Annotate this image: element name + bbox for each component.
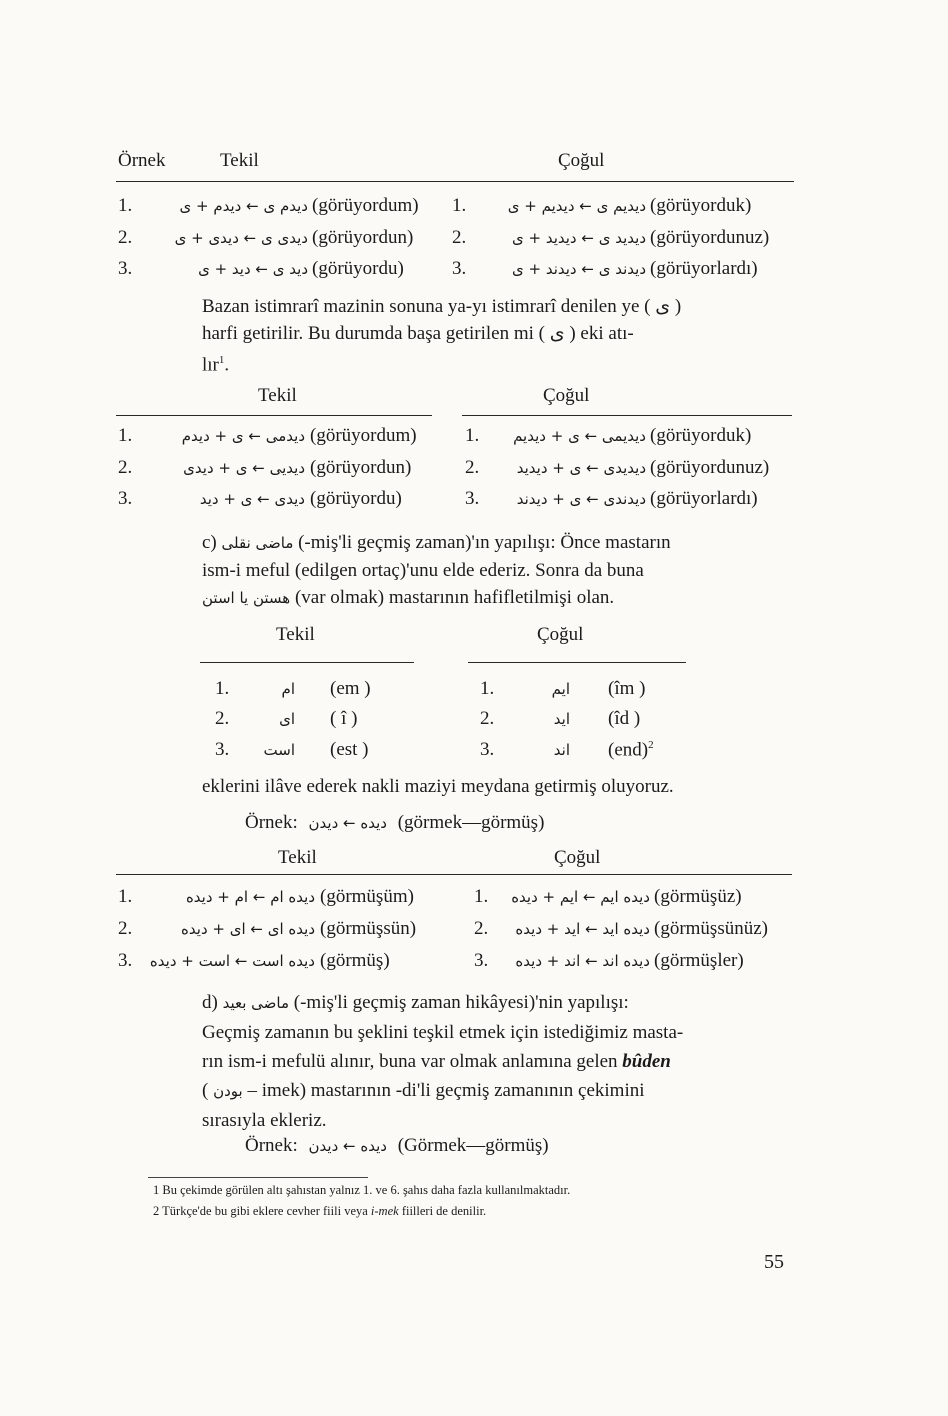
header-cogul: Çoğul	[537, 624, 584, 645]
row-number: 1.	[215, 678, 230, 699]
turkish-gloss: (görmüşsün)	[320, 918, 417, 939]
page-number: 55	[764, 1251, 784, 1273]
turkish-gloss: (görüyorduk)	[650, 195, 752, 216]
row-number: 1.	[465, 425, 480, 446]
header-tekil: Tekil	[278, 847, 317, 868]
suffix-arabic: اید	[553, 710, 570, 728]
text-line: هستن یا استن (var olmak) mastarının hafifletilmişi olan.	[202, 584, 671, 612]
turkish-gloss: (görüyorlardı)	[650, 258, 758, 279]
text-line: eklerini ilâve ederek nakli maziyi meydana getirmiş oluyoruz.	[202, 776, 674, 797]
row-number: 1.	[474, 886, 489, 907]
arabic-conjugation: دیدیم ی ← دیدیم + ی	[507, 197, 646, 215]
arabic-example: دیده ← دیدن	[308, 814, 387, 832]
arabic-term: هستن یا استن	[202, 589, 291, 607]
text-line: Bazan istimrarî mazinin sonuna ya-yı istimrarî denilen ye ( ی )	[202, 296, 682, 317]
arabic-conjugation: دیدندی ← ی + دیدند	[516, 490, 646, 508]
text-line: lır$^1$.	[202, 354, 230, 376]
suffix-arabic: ای	[279, 710, 295, 728]
text-line: sırasıyla ekleriz.	[202, 1110, 327, 1131]
header-cogul: Çoğul	[558, 150, 605, 171]
row-number: 2.	[465, 457, 480, 478]
divider	[200, 662, 414, 663]
header-cogul: Çoğul	[543, 385, 590, 406]
footnote-2: 2 Türkçe'de bu gibi eklere cevher fiili veya i-mek fiilleri de denilir.	[153, 1204, 487, 1218]
turkish-gloss: (görüyordum)	[312, 195, 419, 216]
row-number: 1.	[118, 886, 133, 907]
divider	[116, 874, 792, 875]
arabic-conjugation: دیدم ی ← دیدم + ی	[179, 197, 308, 215]
turkish-gloss: (görmüşüm)	[320, 886, 414, 907]
row-number: 3.	[215, 739, 230, 760]
arabic-conjugation: دیدیمی ← ی + دیدیم	[513, 427, 646, 445]
italic-term: bûden	[622, 1051, 671, 1072]
turkish-gloss: (görüyorlardı)	[650, 488, 758, 509]
row-number: 3.	[480, 739, 495, 760]
text-line: d) ماضی بعید (-miş'li geçmiş zaman hikâyesi)'nin yapılışı:	[202, 988, 683, 1018]
turkish-gloss: (görüyordu)	[312, 258, 404, 279]
arabic-example: دیده ← دیدن	[308, 1137, 387, 1155]
text-line: harfi getirilir. Bu durumda başa getirilen mi ( ی ) eki atı-	[202, 323, 634, 344]
turkish-gloss: (görüyordum)	[310, 425, 417, 446]
turkish-gloss: (görmüş)	[320, 950, 390, 971]
footnote-ref: 2	[648, 739, 654, 751]
arabic-conjugation: دیدمی ← ی + دیدم	[181, 427, 305, 445]
row-number: 1.	[480, 678, 495, 699]
suffix-arabic: اند	[553, 741, 570, 759]
turkish-gloss: (görüyorduk)	[650, 425, 752, 446]
turkish-gloss: (görüyordun)	[312, 227, 414, 248]
example-line	[245, 812, 544, 834]
row-number: 3.	[474, 950, 489, 971]
row-number: 3.	[452, 258, 467, 279]
suffix-reading: (îd )	[608, 708, 641, 729]
example-label: Örnek:	[245, 812, 298, 833]
divider	[116, 181, 794, 182]
suffix-arabic: ام	[281, 680, 295, 698]
text-line: rın ism-i mefulü alınır, buna var olmak anlamına gelen bûden	[202, 1051, 671, 1072]
example-label: Örnek:	[245, 1135, 298, 1156]
arabic-conjugation: دیده اند ← اند + دیده	[515, 952, 650, 970]
text-line: Geçmiş zamanın bu şeklini teşkil etmek için istediğimiz masta-	[202, 1022, 684, 1043]
arabic-conjugation: دیده ام ← ام + دیده	[185, 888, 315, 906]
arabic-conjugation: دیدیدی ← ی + دیدید	[516, 459, 646, 477]
text-line: ( بودن – imek) mastarının -di'li geçmiş zamanının çekimini	[202, 1076, 683, 1106]
arabic-conjugation: دیدیی ← ی + دیدی	[183, 459, 305, 477]
divider	[462, 415, 792, 416]
text-line: c) ماضی نقلی (-miş'li geçmiş zaman)'ın yapılışı: Önce mastarın	[202, 529, 671, 557]
header-cogul: Çoğul	[554, 847, 601, 868]
arabic-conjugation: دیدی ← ی + دید	[199, 490, 305, 508]
row-number: 1.	[452, 195, 467, 216]
arabic-term: ماضی بعید	[222, 994, 290, 1012]
arabic-conjugation: دید ی ← دید + ی	[198, 260, 308, 278]
arabic-conjugation: دیدید ی ← دیدید + ی	[511, 229, 646, 247]
row-number: 3.	[118, 950, 133, 971]
row-number: 3.	[118, 488, 133, 509]
footnote-number: 1	[153, 1183, 160, 1197]
header-tekil: Tekil	[220, 150, 259, 171]
row-number: 3.	[465, 488, 480, 509]
turkish-gloss: (görmüşler)	[654, 950, 744, 971]
row-number: 2.	[452, 227, 467, 248]
row-number: 2.	[480, 708, 495, 729]
suffix-reading: (îm )	[608, 678, 646, 699]
row-number: 1.	[118, 195, 133, 216]
suffix-reading: ( î )	[330, 708, 358, 729]
row-number: 2.	[474, 918, 489, 939]
arabic-conjugation: دیده ایم ← ایم + دیده	[511, 888, 650, 906]
header-tekil: Tekil	[258, 385, 297, 406]
turkish-gloss: (görmüşsünüz)	[654, 918, 768, 939]
paragraph-miskli-hikaye	[202, 988, 683, 1135]
suffix-arabic: است	[263, 741, 295, 759]
turkish-gloss: (görüyordu)	[310, 488, 402, 509]
footnote-ref: 1	[218, 354, 225, 366]
footnote-divider	[148, 1177, 368, 1178]
suffix-reading: (end)$^2$	[608, 739, 654, 761]
example-gloss: (görmek—görmüş)	[397, 812, 545, 833]
row-number: 2.	[118, 227, 133, 248]
arabic-term: ماضی نقلی	[221, 534, 294, 552]
row-number: 2.	[215, 708, 230, 729]
turkish-gloss: (görüyordun)	[310, 457, 412, 478]
header-ornek: Örnek	[118, 150, 166, 171]
paragraph-istimrari	[202, 293, 681, 378]
arabic-conjugation: دیده اید ← اید + دیده	[515, 920, 650, 938]
example-gloss: (Görmek—görmüş)	[397, 1135, 549, 1156]
divider	[468, 662, 686, 663]
row-number: 2.	[118, 457, 133, 478]
arabic-conjugation: دیدی ی ← دیدی + ی	[174, 229, 308, 247]
row-number: 1.	[118, 425, 133, 446]
footnote-number: 2	[153, 1204, 160, 1218]
text-line: ism-i meful (edilgen ortaç)'unu elde ederiz. Sonra da buna	[202, 560, 644, 581]
example-line	[245, 1135, 549, 1157]
turkish-gloss: (görüyordunuz)	[650, 227, 770, 248]
footnote-italic: i-mek	[370, 1204, 399, 1218]
header-tekil: Tekil	[276, 624, 315, 645]
paragraph-miskli	[202, 529, 671, 612]
suffix-arabic: ایم	[551, 680, 570, 698]
footnote-1	[153, 1183, 570, 1198]
turkish-gloss: (görüyordunuz)	[650, 457, 770, 478]
arabic-conjugation: دیده ای ← ای + دیده	[181, 920, 315, 938]
turkish-gloss: (görmüşüz)	[654, 886, 742, 907]
divider	[116, 415, 432, 416]
suffix-reading: (est )	[330, 739, 369, 760]
row-number: 3.	[118, 258, 133, 279]
arabic-term: بودن	[213, 1082, 243, 1100]
row-number: 2.	[118, 918, 133, 939]
arabic-conjugation: دیده است ← است + دیده	[149, 952, 315, 970]
suffix-reading: (em )	[330, 678, 371, 699]
arabic-conjugation: دیدند ی ← دیدند + ی	[511, 260, 646, 278]
footnote-text: Bu çekimde görülen altı şahıstan yalnız 1. ve 6. şahıs daha fazla kullanılmaktadır.	[162, 1183, 571, 1197]
